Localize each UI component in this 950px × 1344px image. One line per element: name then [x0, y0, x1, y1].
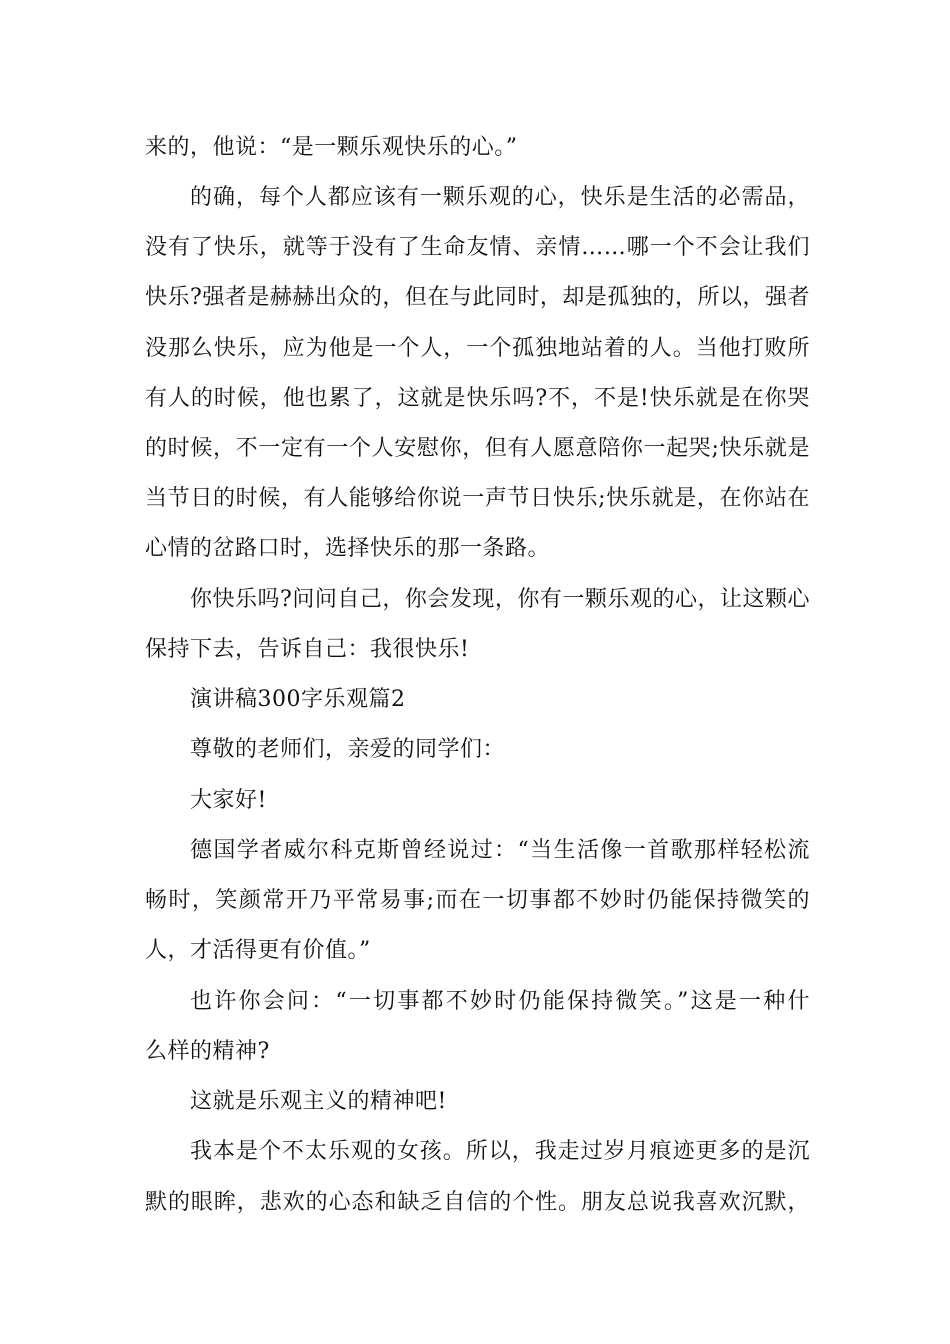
text-line: 大家好!: [190, 788, 267, 813]
text-line: 没有了快乐，就等于没有了生命友情、亲情……哪一个不会让我们: [145, 235, 810, 260]
text-line: 德国学者威尔科克斯曾经说过：“当生活像一首歌那样轻松流: [190, 838, 810, 863]
text-line: 心情的岔路口时，选择快乐的那一条路。: [145, 536, 551, 561]
text-line: 尊敬的老师们，亲爱的同学们：: [190, 737, 506, 762]
text-line: 也许你会问：“一切事都不妙时仍能保持微笑。”这是一种什: [190, 989, 810, 1014]
text-line: 来的，他说：“是一颗乐观快乐的心。”: [145, 135, 518, 160]
text-line: 么样的精神?: [145, 1039, 270, 1064]
text-line: 默的眼眸，悲欢的心态和缺乏自信的个性。朋友总说我喜欢沉默，: [145, 1190, 810, 1215]
text-line: 这就是乐观主义的精神吧!: [190, 1089, 447, 1114]
text-line: 有人的时候，他也累了，这就是快乐吗?不，不是!快乐就是在你哭: [145, 386, 810, 411]
text-line: 我本是个不太乐观的女孩。所以，我走过岁月痕迹更多的是沉: [190, 1139, 810, 1164]
section-heading: 演讲稿300字乐观篇2: [190, 687, 406, 712]
text-line: 没那么快乐，应为他是一个人，一个孤独地站着的人。当他打败所: [145, 336, 810, 361]
text-line: 当节日的时候，有人能够给你说一声节日快乐;快乐就是，在你站在: [145, 486, 810, 511]
text-line: 畅时，笑颜常开乃平常易事;而在一切事都不妙时仍能保持微笑的: [145, 888, 810, 913]
text-line: 快乐?强者是赫赫出众的，但在与此同时，却是孤独的，所以，强者: [145, 285, 810, 310]
text-line: 的确，每个人都应该有一颗乐观的心，快乐是生活的必需品，: [190, 185, 810, 210]
text-line: 你快乐吗?问问自己，你会发现，你有一颗乐观的心，让这颗心: [190, 587, 810, 612]
text-line: 的时候，不一定有一个人安慰你，但有人愿意陪你一起哭;快乐就是: [145, 436, 810, 461]
text-line: 保持下去，告诉自己：我很快乐!: [145, 637, 470, 662]
text-line: 人，才活得更有价值。”: [145, 938, 371, 963]
